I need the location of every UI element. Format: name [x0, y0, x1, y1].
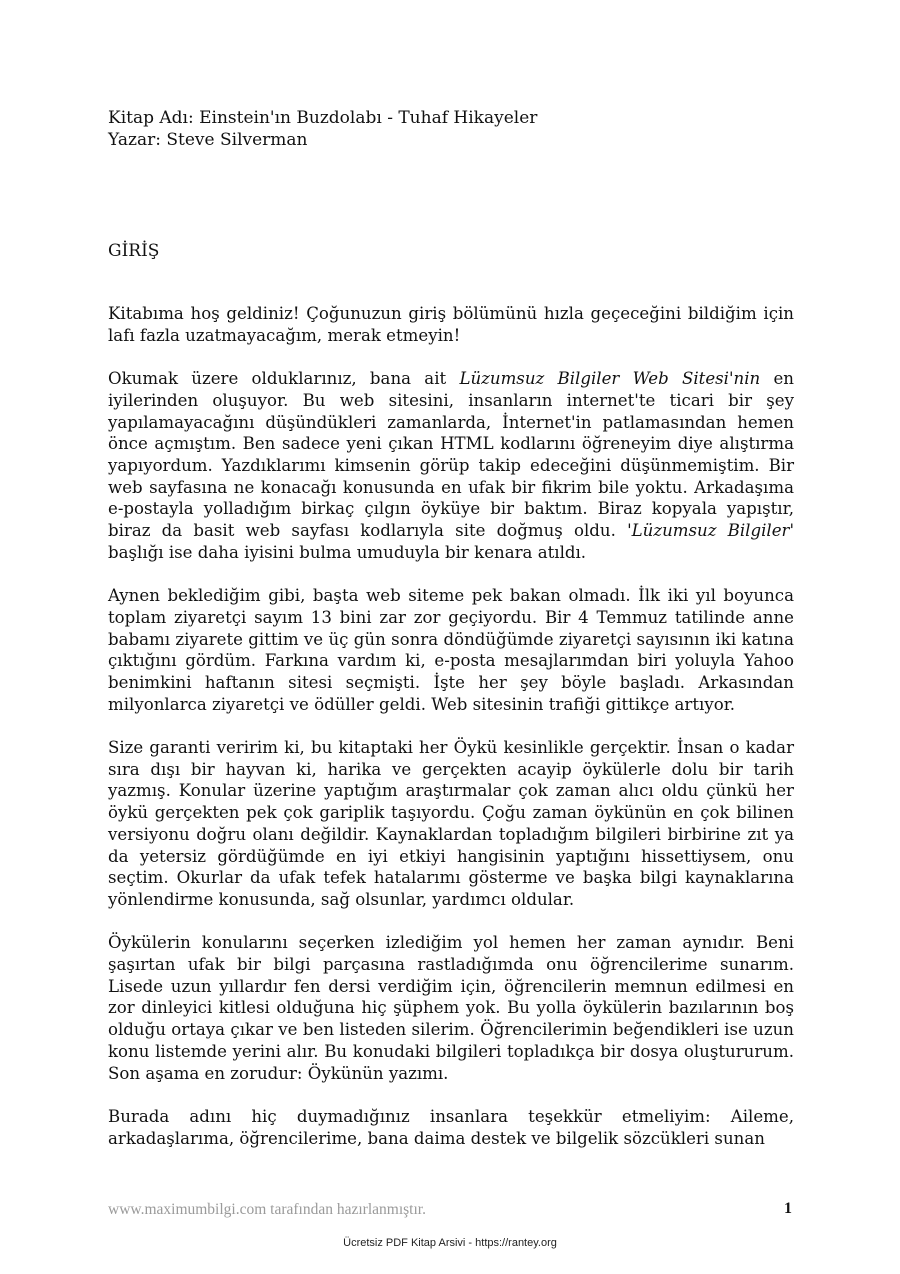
book-metadata: [108, 107, 537, 151]
section-heading: GİRİŞ: [108, 241, 160, 261]
paragraph-2-text-c: başlığı ise daha iyisini bulma umuduyla bir kenara atıldı.: [108, 542, 587, 562]
body-text: [108, 303, 794, 1171]
archive-line: Ücretsiz PDF Kitap Arsivi - https://rantey.org: [343, 1237, 557, 1249]
author-name: Steve Silverman: [160, 130, 308, 150]
paragraph-2-text-a: Okumak üzere olduklarınız, bana ait: [108, 369, 460, 389]
paragraph-2: [108, 368, 794, 563]
book-title: Einstein'ın Buzdolabı - Tuhaf Hikayeler: [193, 108, 538, 128]
paragraph-6: Burada adını hiç duymadığınız insanlara teşekkür etmeliyim: Aileme, arkadaşlarıma, öğrencilerime, bana daima destek ve bilgelik sözcükleri sunan: [108, 1106, 794, 1148]
paragraph-4: Size garanti veririm ki, bu kitaptaki her Öykü kesinlikle gerçektir. İnsan o kadar sıra dışı bir hayvan ki, harika ve gerçekten acayip öykülerle dolu bir tarih yazmış. Konular üzerine yaptığım araştırmalar çok zaman alıcı oldu çünkü her öykü gerçekten pek çok gariplik taşıyordu. Çoğu zaman öykünün en çok bilinen versiyonu doğru olanı değildir. Kaynaklardan topladığım bilgileri birbirine zıt ya da yetersiz gördüğümde en iyi etkiyi hangisinin yaptığını hissettiysem, onu seçtim. Okurlar da ufak tefek hatalarımı gösterme ve başka bilgi kaynaklarına yönlendirme konusunda, sağ olsunlar, yardımcı oldular.: [108, 738, 794, 909]
footer-source: www.maximumbilgi.com tarafından hazırlanmıştır.: [108, 1201, 426, 1218]
paragraph-2-text-b: en iyilerinden oluşuyor. Bu web sitesini, insanların internet'te ticari bir şey yapılamayacağını düşündükleri zamanlarda, İnternet'in patlamasından hemen önce açmıştım. Ben sadece yeni çıkan HTML kodlarını öğreneyim diye alıştırma yapıyordum. Yazdıklarımı kimsenin görüp takip edeceğini düşünmemiştim. Bir web sayfasına ne konacağı konusunda en ufak bir fikrim bile yoktu. Arkadaşıma e-postayla yolladığım birkaç çılgın öyküye bir baktım. Biraz kopyala yapıştır, biraz da basit web sayfası kodlarıyla site doğmuş oldu.: [108, 369, 794, 541]
paragraph-3: Aynen beklediğim gibi, başta web siteme pek bakan olmadı. İlk iki yıl boyunca toplam ziyaretçi sayım 13 bini zar zor geçiyordu. Bir 4 Temmuz tatilinde anne babamı ziyarete gittim ve üç gün sonra döndüğümde ziyaretçi sayısının iki katına çıktığını gördüm. Farkına vardım ki, e-posta mesajlarımdan biri yoluyla Yahoo benimkini haftanın sitesi seçmişti. İşte her şey böyle başladı. Arkasından milyonlarca ziyaretçi ve ödüller geldi. Web sitesinin trafiği gittikçe artıyor.: [108, 586, 794, 714]
page-number: 1: [784, 1200, 792, 1217]
author-line: [108, 129, 537, 151]
paragraph-5: Öykülerin konularını seçerken izlediğim yol hemen her zaman aynıdır. Beni şaşırtan ufak bir bilgi parçasına rastladığımda onu öğrencilerime sunarım. Lisede uzun yıllardır fen dersi verdiğim için, öğrencilerin memnun edilmesi en zor dinleyici kitlesi olduğuna hiç şüphem yok. Bu yolla öykülerin bazılarının boş olduğu ortaya çıkar ve ben listeden silerim. Öğrencilerimin beğendikleri ise uzun konu listemde yerini alır. Bu konudaki bilgileri topladıkça bir dosya oluştururum. Son aşama en zorudur: Öykünün yazımı.: [108, 933, 794, 1083]
book-title-label: Kitap Adı:: [108, 108, 194, 128]
author-label: Yazar:: [108, 130, 161, 150]
paragraph-2-italic-title: 'Lüzumsuz Bilgiler': [627, 521, 795, 541]
book-title-line: [108, 107, 537, 129]
paragraph-2-italic-site-name: Lüzumsuz Bilgiler Web Sitesi'nin: [459, 369, 761, 389]
paragraph-1: Kitabıma hoş geldiniz! Çoğunuzun giriş bölümünü hızla geçeceğini bildiğim için lafı fazla uzatmayacağım, merak etmeyin!: [108, 304, 794, 345]
